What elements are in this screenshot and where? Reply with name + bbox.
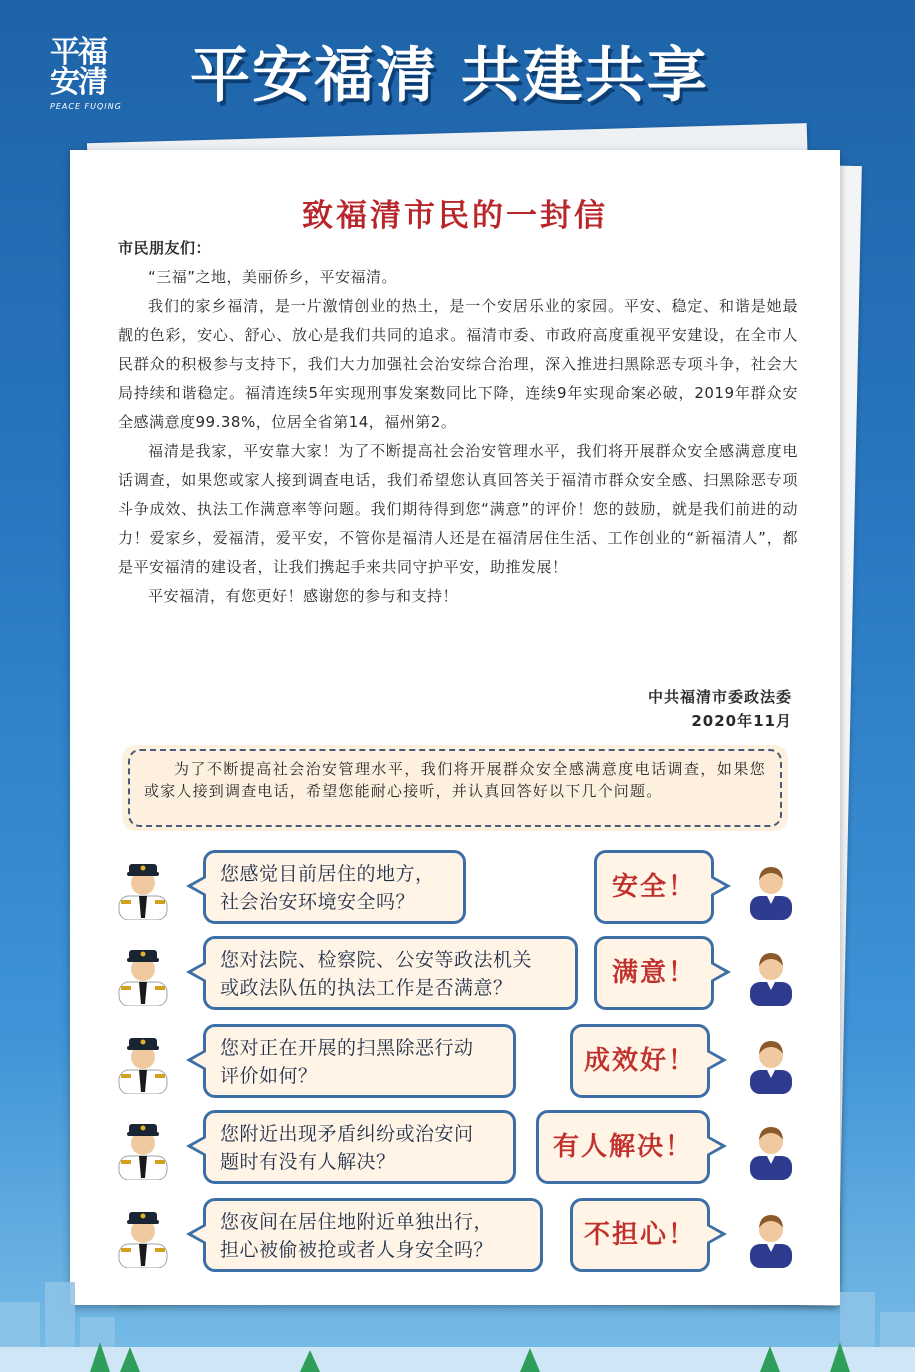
qa-row <box>70 850 840 926</box>
question-bubble <box>203 1024 516 1098</box>
letter-paper <box>70 150 840 1305</box>
letter-body <box>118 234 798 611</box>
question-line-1: 您对法院、检察院、公安等政法机关 <box>220 949 533 971</box>
police-officer-icon <box>115 1116 171 1180</box>
citizen-icon <box>748 1208 794 1268</box>
letter-paragraph: “三福”之地，美丽侨乡，平安福清。 <box>148 268 398 286</box>
letter-paragraph: 福清是我家，平安靠大家！为了不断提高社会治安管理水平，我们将开展群众安全感满意度电话调查，如果您或家人接到调查电话，我们希望您认真回答关于福清市群众安全感、扫黑除恶专项斗争成效、执法工作满意率等问题。我们期待得到您“满意”的评价！您的鼓励，就是我们前进的动力！爱家乡，爱福清，爱平安，不管你是福清人还是在福清居住生活、工作创业的“新福清人”，都是平安福清的建设者，让我们携起手来共同守护平安，助推发展！ <box>118 442 798 576</box>
letter-signature <box>648 685 792 733</box>
question-line-1: 您对正在开展的扫黑除恶行动 <box>220 1037 474 1059</box>
question-line-2: 题时有没有人解决？ <box>220 1151 396 1173</box>
question-bubble <box>203 936 578 1010</box>
question-line-1: 您附近出现矛盾纠纷或治安问 <box>220 1123 474 1145</box>
police-officer-icon <box>115 942 171 1006</box>
poster-title: 平安福清 共建共享 <box>190 41 709 111</box>
qa-row <box>70 936 840 1012</box>
letter-title: 致福清市民的一封信 <box>302 198 608 234</box>
answer-bubble: 成效好！ <box>570 1024 710 1098</box>
citizen-icon <box>748 1120 794 1180</box>
question-bubble <box>203 1198 543 1272</box>
qa-row <box>70 1024 840 1100</box>
question-line-2: 担心被偷被抢或者人身安全吗？ <box>220 1239 494 1261</box>
citizen-icon <box>748 1034 794 1094</box>
logo-line-2: 安清 <box>50 65 106 100</box>
question-bubble <box>203 1110 516 1184</box>
survey-notice <box>122 745 788 831</box>
question-line-2: 评价如何？ <box>220 1065 318 1087</box>
answer-bubble: 安全！ <box>594 850 714 924</box>
police-officer-icon <box>115 1204 171 1268</box>
peace-fuqing-logo <box>50 35 130 116</box>
answer-bubble: 满意！ <box>594 936 714 1010</box>
question-bubble <box>203 850 466 924</box>
police-officer-icon <box>115 1030 171 1094</box>
qa-row <box>70 1110 840 1186</box>
signature-date: 2020年11月 <box>691 712 792 730</box>
letter-paragraph: 平安福清，有您更好！感谢您的参与和支持！ <box>148 587 459 605</box>
logo-line-1: 平福 <box>50 35 106 70</box>
logo-subtitle: PEACE FUQING <box>50 102 122 111</box>
question-line-2: 社会治安环境安全吗？ <box>220 891 416 913</box>
citizen-icon <box>748 946 794 1006</box>
citizen-icon <box>748 860 794 920</box>
answer-bubble: 有人解决！ <box>536 1110 710 1184</box>
police-officer-icon <box>115 856 171 920</box>
answer-bubble: 不担心！ <box>570 1198 710 1272</box>
question-line-1: 您夜间在居住地附近单独出行， <box>220 1211 494 1233</box>
signature-org: 中共福清市委政法委 <box>647 688 792 706</box>
city-skyline-decoration <box>0 1262 915 1372</box>
question-line-2: 或政法队伍的执法工作是否满意？ <box>220 977 513 999</box>
letter-greeting: 市民朋友们： <box>118 239 212 257</box>
letter-paragraph: 我们的家乡福清，是一片激情创业的热土，是一个安居乐业的家园。平安、稳定、和谐是她最靓的色彩，安心、舒心、放心是我们共同的追求。福清市委、市政府高度重视平安建设，在全市人民群众的积极参与支持下，我们大力加强社会治安综合治理，深入推进扫黑除恶专项斗争，社会大局持续和谐稳定。福清连续5年实现刑事发案数同比下降，连续9年实现命案必破，2019年群众安全感满意度99.38%，位居全省第14，福州第2。 <box>118 297 798 431</box>
survey-notice-text: 为了不断提高社会治安管理水平，我们将开展群众安全感满意度电话调查，如果您或家人接到调查电话，希望您能耐心接听，并认真回答好以下几个问题。 <box>128 749 782 827</box>
question-line-1: 您感觉目前居住的地方， <box>220 863 435 885</box>
